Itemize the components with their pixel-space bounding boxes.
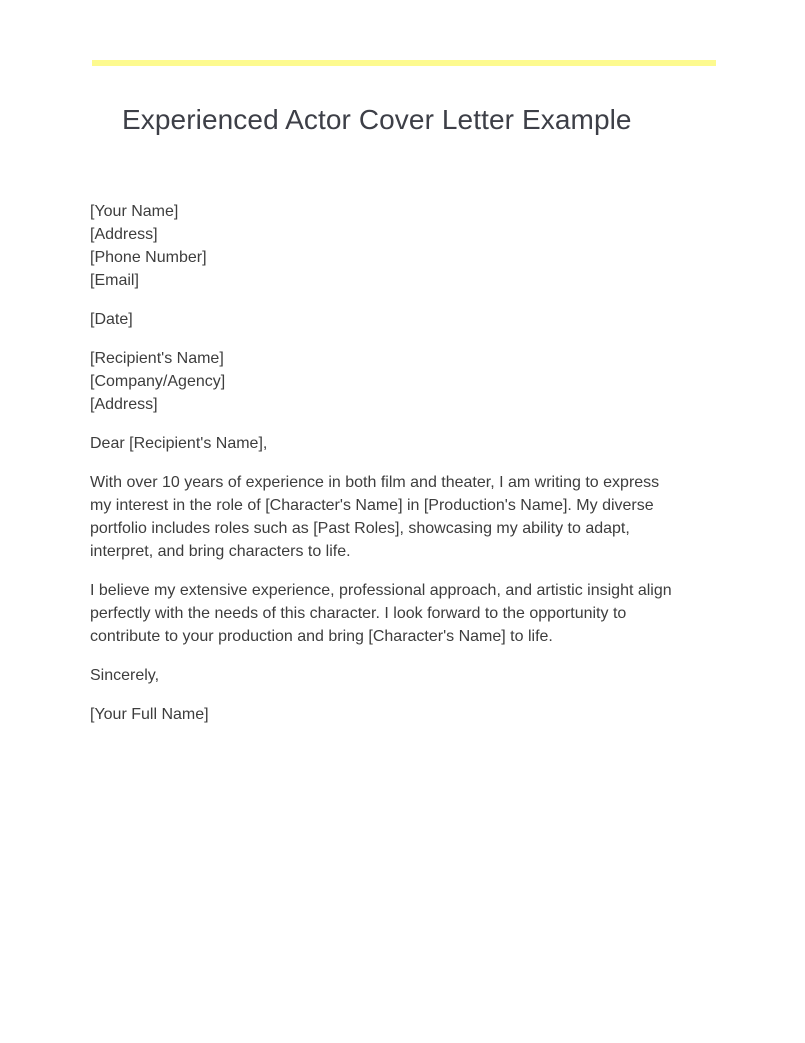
closing-text: Sincerely, (90, 667, 160, 684)
sender-block (90, 200, 690, 292)
sender-phone: [Phone Number] (90, 249, 207, 266)
recipient-company: [Company/Agency] (90, 373, 226, 390)
sender-address: [Address] (90, 226, 158, 243)
letter-date: [Date] (90, 311, 133, 328)
body-paragraph-2 (90, 579, 690, 648)
letter-body (90, 200, 690, 742)
document-title: Experienced Actor Cover Letter Example (122, 104, 632, 135)
body-line: my interest in the role of [Character's Name] in [Production's Name]. My diverse (90, 497, 654, 514)
recipient-block (90, 347, 690, 416)
salutation (90, 432, 690, 455)
salutation-text: Dear [Recipient's Name], (90, 435, 268, 452)
body-line: interpret, and bring characters to life. (90, 543, 351, 560)
sender-email: [Email] (90, 272, 139, 289)
accent-bar (92, 60, 716, 66)
signature-block (90, 703, 690, 726)
body-line: contribute to your production and bring [Character's Name] to life. (90, 628, 553, 645)
recipient-name: [Recipient's Name] (90, 350, 224, 367)
closing-block (90, 664, 690, 687)
body-line: I believe my extensive experience, professional approach, and artistic insight align (90, 582, 672, 599)
body-line: portfolio includes roles such as [Past Roles], showcasing my ability to adapt, (90, 520, 630, 537)
recipient-address: [Address] (90, 396, 158, 413)
sender-name: [Your Name] (90, 203, 179, 220)
date-block (90, 308, 690, 331)
signature-name: [Your Full Name] (90, 706, 209, 723)
body-line: With over 10 years of experience in both film and theater, I am writing to express (90, 474, 660, 491)
body-paragraph-1 (90, 471, 690, 563)
body-line: perfectly with the needs of this character. I look forward to the opportunity to (90, 605, 627, 622)
